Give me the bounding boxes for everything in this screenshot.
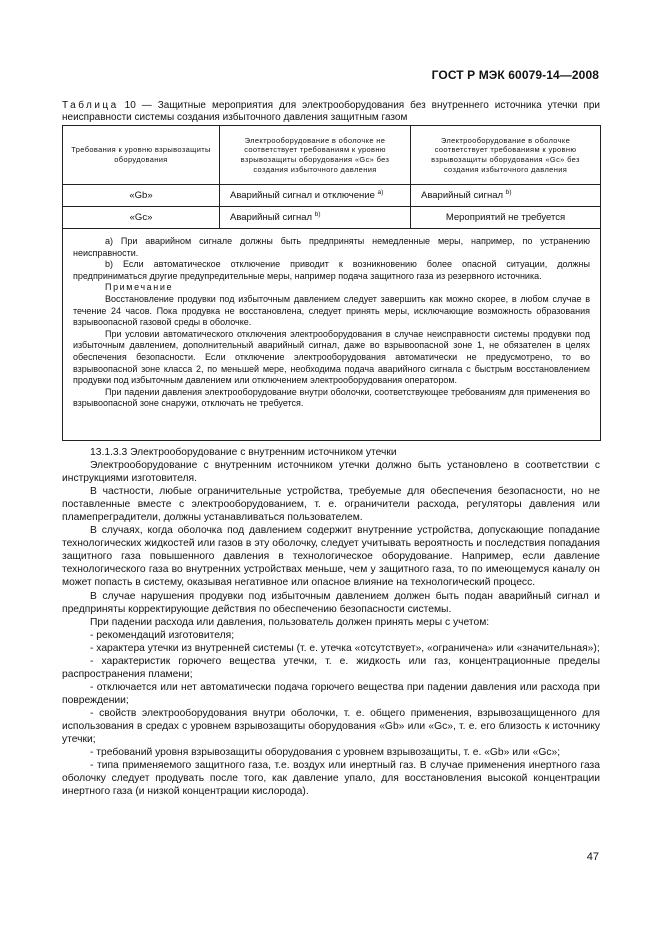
footnote-ref: a)	[377, 189, 384, 196]
note-heading: Примечание	[105, 282, 174, 293]
cell-measure-gc	[411, 207, 601, 229]
note-paragraph: При условии автоматического отключения электрооборудования в случае неисправности системы продувки под избыточным давлением, дополнительный аварийный сигнал, даже во взрывоопасной зоне 1, не обязателен в целях обеспечения безопасности. Если отключение электрооборудования автоматически не предусмотрено, то во взрывоопасной зоне класса 2, по меньшей мере, необходима подача аварийного сигнала с быстрым восстановлением продувки под избыточным давлением или отключением электрооборудования оператором.	[73, 328, 590, 386]
column-header-gc: Электрооборудование в оболочке соответствует требованиям к уровню взрывозащиты оборудования «Gc» без создания избыточного давления	[411, 126, 601, 185]
table-header-row	[63, 126, 601, 185]
body-paragraph: В случае нарушения продувки под избыточным давлением должен быть подан аварийный сигнал и предприняты корректирующие действия по обеспечению безопасности системы.	[62, 590, 600, 615]
page-number: 47	[586, 851, 599, 863]
footnote-ref: b)	[505, 189, 512, 196]
cell-measure-not-gc	[220, 185, 411, 207]
table-caption	[62, 100, 600, 124]
list-item: - требований уровня взрывозащиты оборудования с уровнем взрывозащиты, т. е. «Gb» или «Gc»;	[90, 747, 561, 759]
footnote-b: b) Если автоматическое отключение приводит к возникновению более опасной ситуации, должны предприниматься другие предупредительные меры, например подача защитного газа из резервного источника.	[73, 259, 590, 281]
body-paragraph: В случаях, когда оболочка под давлением содержит внутренние устройства, допускающие попадание технологических жидкостей или газов в эту оболочку, следует учитывать вероятность и последствия попадания защитного газа повышенного давления в технологическое оборудование. Например, если давление технологического газа во внутренних устройствах меньше, чем у защитного газа, то по имеющемуся каналу он может попасть в систему, оказывая негативное или опасное влияние на технологический процесс.	[62, 525, 600, 589]
cell-text: Аварийный сигнал и отключение	[230, 190, 375, 201]
standard-code: ГОСТ Р МЭК 60079-14—2008	[431, 68, 599, 82]
column-header-level: Требования к уровню взрывозащиты оборудования	[63, 126, 220, 185]
list-item: - характеристик горючего вещества утечки, т. е. жидкость или газ, концентрационные пределы распространения пламени;	[62, 655, 600, 680]
note-paragraph: При падении давления электрооборудование внутри оболочки, соответствующее требованиям для применения во взрывоопасной зоне снаружи, отключать не требуется.	[73, 386, 590, 409]
list-item: - характера утечки из внутренней системы (т. е. утечка «отсутствует», «ограничена» или «значительная»);	[90, 642, 600, 654]
table-row	[63, 185, 601, 207]
section-heading: 13.1.3.3 Электрооборудование с внутренним источником утечки	[90, 447, 397, 458]
table-notes-row	[63, 229, 601, 441]
cell-measure-gc	[411, 185, 601, 207]
cell-level: «Gb»	[63, 185, 220, 207]
footnote-a: a) При аварийном сигнале должны быть предприняты немедленные меры, например, по устранению неисправности.	[73, 236, 590, 258]
protection-measures-table	[62, 125, 601, 441]
cell-text: Аварийный сигнал	[421, 190, 504, 201]
body-paragraph: При падении расхода или давления, пользователь должен принять меры с учетом:	[90, 616, 490, 628]
table-notes	[63, 229, 601, 441]
cell-text: Аварийный сигнал	[230, 212, 313, 223]
body-paragraph: В частности, любые ограничительные устройства, требуемые для обеспечения безопасности, но не поставленные вместе с электрооборудованием, т. е. ограничители расхода, регуляторы давления или пламепреградители, должны устанавливаться пользователем.	[62, 486, 600, 524]
list-item: - отключается или нет автоматически подача горючего вещества при падении давления или расхода при повреждении;	[62, 681, 600, 706]
cell-measure-not-gc	[220, 207, 411, 229]
table-row	[63, 207, 601, 229]
list-item: - типа применяемого защитного газа, т.е. воздух или инертный газ. В случае применения инертного газа оболочку следует продувать после того, как давление упало, для восстановления высокой концентрации инертного газа (и низкой концентрации кислорода).	[62, 760, 600, 798]
list-item: - свойств электрооборудования внутри оболочки, т. е. общего применения, взрывозащищенного для использования в средах с уровнем взрывозащиты оборудования «Gb» или «Gc», т. е. его близость к источнику утечки;	[62, 707, 600, 746]
note-paragraph: Восстановление продувки под избыточным давлением следует завершить как можно скорее, в любом случае в течение 24 часов. Пока продувка не восстановлена, следует принять меры, исключающие возможность образования взрывоопасной газовой среды в оболочке.	[73, 293, 590, 328]
list-item: - рекомендаций изготовителя;	[90, 629, 235, 641]
cell-level: «Gc»	[63, 207, 220, 229]
cell-text: Мероприятий не требуется	[445, 212, 566, 223]
table-caption-text: 10 — Защитные мероприятия для электрооборудования без внутреннего источника утечки при неисправности системы создания избыточного давления защитным газом	[62, 100, 600, 123]
column-header-not-gc: Электрооборудование в оболочке не соответствует требованиям к уровню взрывозащиты оборудования «Gc» без создания избыточного давления	[220, 126, 411, 185]
footnote-ref: b)	[314, 211, 321, 218]
table-caption-label: Таблица	[62, 100, 119, 111]
body-paragraph: Электрооборудование с внутренним источником утечки должно быть установлено в соответствии с инструкциями изготовителя.	[62, 460, 600, 485]
body-text	[62, 446, 600, 798]
